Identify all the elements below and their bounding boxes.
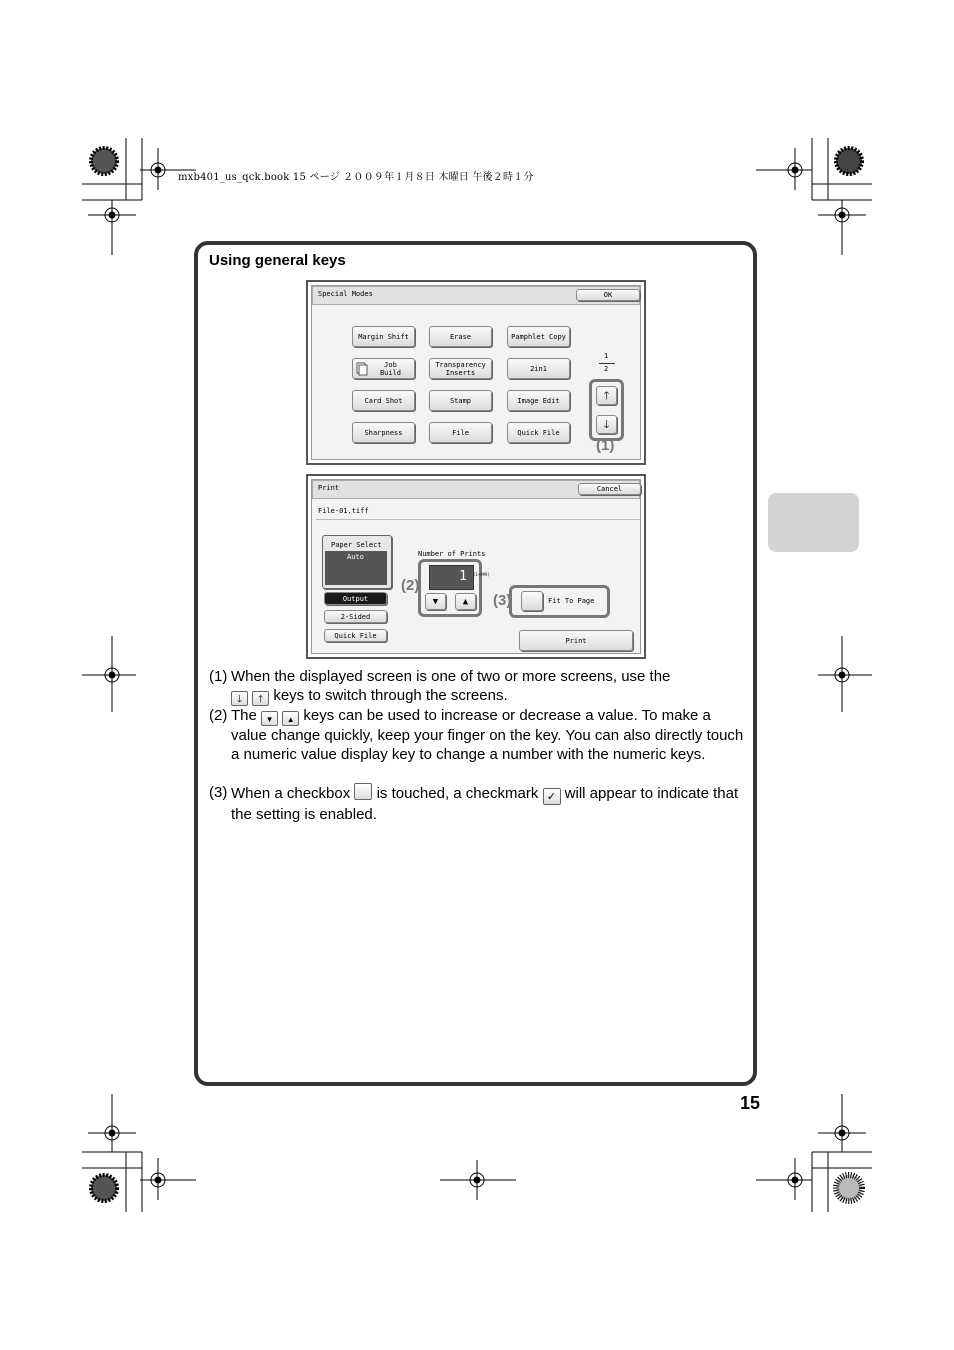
decrease-key-icon: ▼: [261, 711, 278, 726]
page-divider: [599, 363, 615, 364]
page-current: 1: [604, 352, 609, 360]
page-number: 15: [739, 1093, 760, 1113]
checkmark-icon: ✓: [543, 788, 561, 805]
decrease-button[interactable]: [425, 593, 446, 610]
callout-3-label: (3): [493, 592, 512, 609]
stamp-button[interactable]: Stamp: [429, 390, 492, 411]
item-3-text-a: When a checkbox: [231, 785, 351, 802]
page-total: 2: [604, 365, 609, 373]
print-header-line: mxb401_us_qck.book 15 ページ ２００９年１月８日 木曜日 午後２時１分: [178, 172, 534, 183]
scroll-down-button[interactable]: [596, 415, 617, 434]
item-1-number: (1): [209, 668, 228, 685]
output-button[interactable]: Output: [324, 592, 387, 605]
number-range: (1~999): [473, 572, 490, 577]
triangle-up-icon: ▲: [462, 596, 469, 607]
list-item-3: [209, 783, 749, 824]
checkbox-empty-icon: [354, 783, 372, 800]
fit-to-page-checkbox[interactable]: [521, 591, 543, 611]
quick-file-print-button[interactable]: Quick File: [324, 629, 387, 642]
job-build-label: Job Build: [379, 360, 402, 377]
item-3-text-c: will appear to indicate that the setting is enabled.: [231, 785, 739, 823]
number-of-prints-value-box[interactable]: [429, 565, 474, 590]
margin-shift-button[interactable]: Margin Shift: [352, 326, 415, 347]
file-divider: [316, 519, 640, 520]
fit-to-page-label: Fit To Page: [548, 597, 595, 605]
transparency-inserts-button[interactable]: Transparency Inserts: [429, 358, 492, 379]
number-of-prints-label: Number of Prints: [418, 550, 486, 558]
arrow-up-icon: 🡑: [603, 388, 610, 402]
number-of-prints-value: 1: [459, 569, 467, 584]
two-in-one-button[interactable]: 2in1: [507, 358, 570, 379]
print-screen: [306, 474, 646, 659]
card-shot-button[interactable]: Card Shot: [352, 390, 415, 411]
paper-select-label: Paper Select: [331, 541, 382, 549]
print-button[interactable]: Print: [519, 630, 633, 651]
down-key-icon: 🡓: [231, 691, 248, 706]
item-1-text-a: When the displayed screen is one of two or more screens, use the: [231, 668, 671, 685]
item-3-number: (3): [209, 784, 228, 801]
item-2-text-a: The: [231, 707, 257, 724]
print-title: Print: [318, 484, 340, 492]
two-sided-button[interactable]: 2-Sided: [324, 610, 387, 623]
file-button[interactable]: File: [429, 422, 492, 443]
triangle-down-icon: ▼: [432, 596, 439, 607]
callout-2-label: (2): [401, 577, 420, 594]
item-2-number: (2): [209, 707, 228, 724]
chapter-side-tab: [768, 493, 859, 552]
paper-select-value-box: [325, 551, 387, 585]
sharpness-button[interactable]: Sharpness: [352, 422, 415, 443]
scroll-up-button[interactable]: [596, 386, 617, 405]
image-edit-button[interactable]: Image Edit: [507, 390, 570, 411]
paper-select-value: Auto: [347, 553, 364, 561]
up-key-icon: 🡑: [252, 691, 269, 706]
item-3-text-b: is touched, a checkmark: [376, 785, 539, 802]
special-modes-screen: [306, 280, 646, 465]
file-name: File-01.tiff: [318, 507, 369, 515]
increase-button[interactable]: [455, 593, 476, 610]
item-1-text-b: keys to switch through the screens.: [273, 687, 508, 705]
quick-file-button[interactable]: Quick File: [507, 422, 570, 443]
special-modes-title: Special Modes: [318, 290, 373, 298]
arrow-down-icon: 🡓: [603, 417, 610, 431]
section-title: Using general keys: [209, 252, 346, 269]
list-item-2: [209, 706, 749, 765]
increase-key-icon: ▲: [282, 711, 299, 726]
job-build-icon: [356, 362, 368, 376]
pamphlet-copy-button[interactable]: Pamphlet Copy: [507, 326, 570, 347]
callout-1-label: (1): [596, 437, 615, 454]
erase-button[interactable]: Erase: [429, 326, 492, 347]
ok-button[interactable]: OK: [576, 289, 640, 301]
cancel-button[interactable]: Cancel: [578, 483, 641, 495]
item-2-text-b: keys can be used to increase or decrease a value. To make a value change quickly, keep your finger on the key. You can also directly touch a numeric value display key to change a number with the numeric keys.: [231, 707, 744, 764]
paper-select-key[interactable]: [322, 535, 392, 589]
list-item-1: [209, 667, 749, 706]
